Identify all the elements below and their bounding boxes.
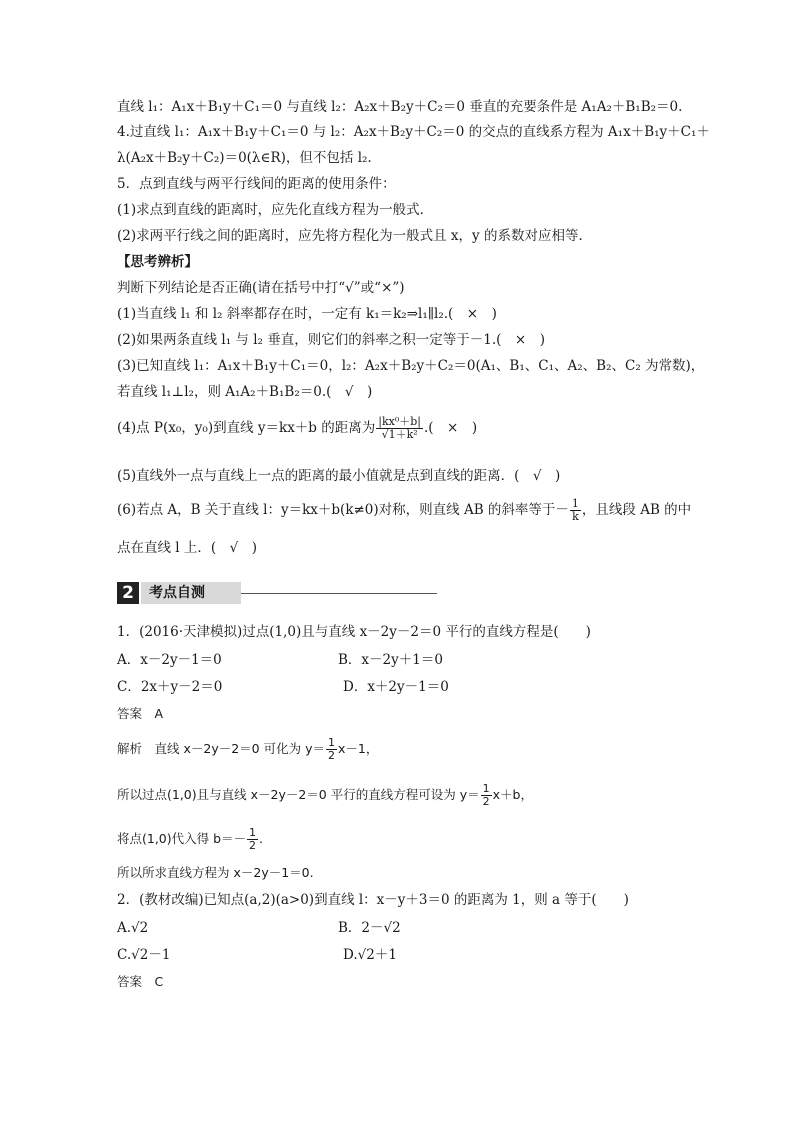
question-2-answer: 答案 C [117, 974, 164, 989]
judge-item-4-text: (4)点 P(x₀，y₀)到直线 y＝kx＋b 的距离为 [117, 420, 376, 436]
question-1-analysis-3 [117, 824, 263, 854]
judge-item-6-text-cont: ，且线段 AB 的中 [581, 502, 692, 518]
question-1-analysis-4: 所以所求直线方程为 x－2y－1＝0. [117, 865, 314, 880]
analysis-3-denominator: 2 [249, 839, 257, 852]
judge-item-3-line-2: 若直线 l₁⊥l₂，则 A₁A₂＋B₁B₂＝0.( √ ) [117, 384, 373, 400]
slope-fraction [570, 498, 581, 523]
analysis-2-text-cont: x＋b， [492, 787, 533, 802]
question-1-option-a: A．x－2y－1＝0 [117, 652, 222, 668]
judge-item-6-line-1 [117, 496, 691, 524]
analysis-3-text-cont: . [259, 831, 264, 846]
judge-item-6-line-2: 点在直线 l 上．( √ ) [117, 540, 258, 556]
judge-item-5: (5)直线外一点与直线上一点的距离的最小值就是点到直线的距离．( √ ) [117, 468, 561, 484]
judge-item-6-text: (6)若点 A，B 关于直线 l：y＝kx＋b(k≠0)对称，则直线 AB 的斜率等于－ [117, 502, 569, 518]
section-number-badge: 2 [117, 582, 139, 604]
judge-item-1: (1)当直线 l₁ 和 l₂ 斜率都存在时，一定有 k₁＝k₂⇒l₁∥l₂.( × ) [117, 306, 497, 322]
analysis-2-denominator: 2 [482, 795, 490, 808]
question-1-stem: 1．(2016·天津模拟)过点(1,0)且与直线 x－2y－2＝0 平行的直线方程是( ) [117, 624, 591, 640]
analysis-3-text: 将点(1,0)代入得 b＝－ [117, 831, 247, 846]
question-2-option-b: B．2－√2 [338, 920, 401, 936]
analysis-1-text-cont: x－1， [337, 741, 379, 756]
question-2-option-a: A.√2 [117, 920, 149, 936]
judge-item-4 [117, 414, 477, 442]
distance-fraction-numerator: |kx⁰＋b| [378, 415, 421, 428]
analysis-2-text: 所以过点(1,0)且与直线 x－2y－2＝0 平行的直线方程可设为 y＝ [117, 787, 480, 802]
analysis-1-numerator: 1 [327, 736, 335, 749]
question-1-analysis-1 [117, 734, 378, 764]
text-line-line-system-2: λ(A₂x＋B₂y＋C₂)＝0(λ∈R)，但不包括 l₂. [117, 150, 372, 166]
slope-fraction-numerator: 1 [571, 497, 579, 510]
section-header [117, 582, 437, 604]
analysis-1-fraction [326, 737, 337, 762]
distance-fraction [376, 416, 423, 441]
judge-item-2: (2)如果两条直线 l₁ 与 l₂ 垂直，则它们的斜率之积一定等于－1.( × ) [117, 332, 545, 348]
analysis-1-text: 解析 直线 x－2y－2＝0 可化为 y＝ [117, 741, 325, 756]
heading-thinking-analysis: 【思考辨析】 [117, 254, 198, 270]
question-2-stem: 2．(教材改编)已知点(a,2)(a>0)到直线 l：x－y＋3＝0 的距离为 1，则 a 等于( ) [117, 892, 629, 908]
analysis-2-fraction [481, 783, 492, 808]
text-line-perpendicular-condition: 直线 l₁：A₁x＋B₁y＋C₁＝0 与直线 l₂：A₂x＋B₂y＋C₂＝0 垂直的充要条件是 A₁A₂＋B₁B₂＝0. [117, 99, 683, 115]
question-2-option-d: D.√2＋1 [343, 947, 397, 963]
question-1-option-d: D．x＋2y－1＝0 [343, 679, 449, 695]
text-line-distance-2: (2)求两平行线之间的距离时，应先将方程化为一般式且 x，y 的系数对应相等． [117, 228, 592, 244]
question-2-option-c: C.√2－1 [117, 947, 171, 963]
question-1-analysis-2 [117, 780, 533, 810]
slope-fraction-denominator: k [572, 510, 579, 523]
analysis-3-numerator: 1 [249, 826, 257, 839]
analysis-2-numerator: 1 [482, 782, 490, 795]
section-divider [241, 593, 437, 594]
analysis-3-fraction [247, 827, 258, 852]
section-title: 考点自测 [141, 582, 241, 604]
question-1-option-c: C．2x＋y－2＝0 [117, 679, 223, 695]
text-line-judge-instructions: 判断下列结论是否正确(请在括号中打“√”或“×”) [117, 280, 405, 296]
text-line-distance-1: (1)求点到直线的距离时，应先化直线方程为一般式． [117, 202, 434, 218]
question-1-answer: 答案 A [117, 706, 164, 721]
text-line-line-system-1: 4.过直线 l₁：A₁x＋B₁y＋C₁＝0 与 l₂：A₂x＋B₂y＋C₂＝0 的交点的直线系方程为 A₁x＋B₁y＋C₁＋ [117, 124, 710, 140]
judge-item-4-mark: .( × ) [423, 420, 478, 436]
question-1-option-b: B．x－2y＋1＝0 [338, 652, 443, 668]
analysis-1-denominator: 2 [327, 749, 335, 762]
text-line-distance-conditions: 5．点到直线与两平行线间的距离的使用条件： [117, 176, 396, 192]
judge-item-3-line-1: (3)已知直线 l₁：A₁x＋B₁y＋C₁＝0，l₂：A₂x＋B₂y＋C₂＝0(A₁、B₁、C₁、A₂、B₂、C₂ 为常数)， [117, 358, 705, 374]
distance-fraction-denominator: √1＋k² [381, 428, 418, 441]
